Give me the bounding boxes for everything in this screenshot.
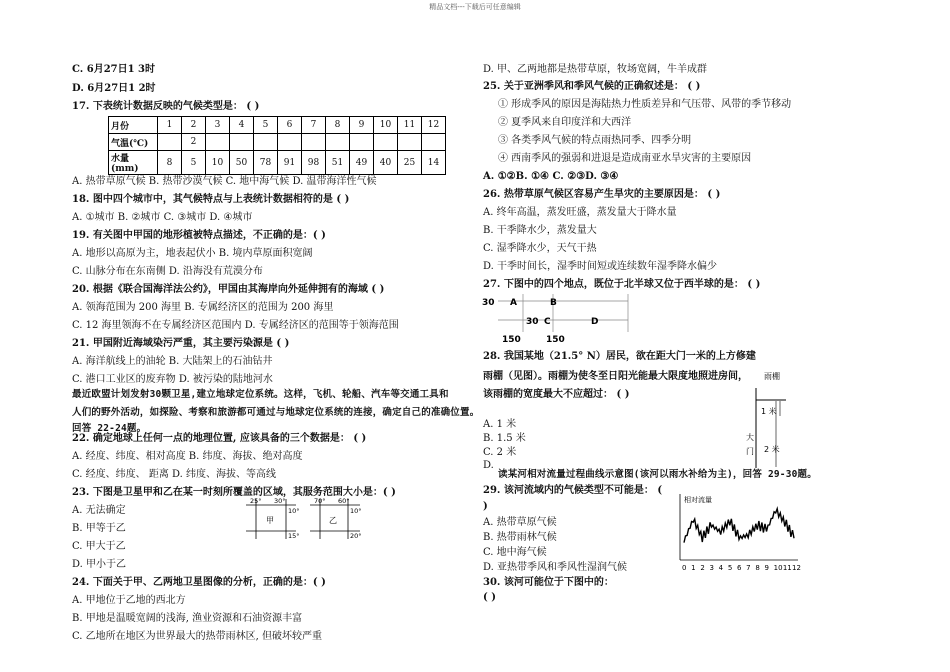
right-col-line: 26. 热带草原气候区容易产生旱灾的主要原因是： ( ) [483,189,721,200]
temp-cell [206,134,230,151]
table-header-cell: 11 [398,117,422,134]
grid-lat-30: 30 [482,298,495,308]
door-label-1: 大 [746,433,754,442]
sat-yi-lon-east: 60° [338,497,350,505]
left-col-line: C. 港口工业区的废弃物 D. 被污染的陆地河水 [72,374,273,385]
chart-x-tick: 8 [755,564,760,572]
right-col-line: A. 1 米 [483,419,517,430]
right-col-line: D. 甲、乙两地都是热带草原，牧场宽阔，牛羊成群 [483,64,708,75]
table-header-cell: 9 [350,117,374,134]
chart-x-tick: 12 [792,564,801,572]
right-col-line: ④ 西南季风的强弱和进退是造成南亚水旱灾害的主要原因 [498,153,752,164]
right-col-line: C. 地中海气候 [483,547,547,558]
right-col-line: C. 2 米 [483,447,517,458]
water-cell: 51 [326,151,350,175]
left-col-line: B. 甲等于乙 [72,523,126,534]
right-col-line: 雨棚（见图）。雨棚为使冬至日阳光能最大限度地照进房间， [483,371,748,382]
sat-yi-label: 乙 [329,516,337,525]
grid-lat-30b: 30 [526,317,539,327]
point-b: B [550,298,557,308]
temperature-label: 气温(℃) [109,134,158,151]
left-col-line: A. ①城市 B. ②城市 C. ③城市 D. ④城市 [72,212,253,223]
chart-x-tick: 6 [737,564,742,572]
sat-jia-lon-west: 25° [250,497,262,505]
temp-cell [350,134,374,151]
chart-ylabel: 相对流量 [684,496,712,504]
right-col-line: B. 干季降水少，蒸发量大 [483,225,597,236]
awning-one-meter: 1 米 [761,407,777,416]
sat-yi-lon-west: 70° [314,497,326,505]
right-col-line: 27. 下图中的四个地点，既位于北半球又位于西半球的是： ( ) [483,279,761,290]
left-col-line: 18. 图中四个城市中，其气候特点与上表统计数据相符的是 ( ) [72,194,350,205]
chart-x-tick: 1 [691,564,696,572]
table-header-cell: 6 [278,117,302,134]
water-cell: 49 [350,151,374,175]
point-c: C [544,317,551,327]
right-col-line: B. 热带雨林气候 [483,532,557,543]
satellite-coverage-figure [242,493,372,547]
point-a: A [510,298,517,308]
left-col-line: A. 海洋航线上的油轮 B. 大陆架上的石油钻井 [72,356,273,367]
right-col-line: A. 终年高温，蒸发旺盛，蒸发量大于降水量 [483,207,677,218]
right-col-line: A. 热带草原气候 [483,517,557,528]
left-col-line: C. 山脉分布在东南侧 D. 沿海没有荒漠分布 [72,266,263,277]
awning-figure [728,370,788,470]
river-flow-chart [668,490,803,574]
grid-lon-150a: 150 [502,335,521,344]
water-cell: 78 [254,151,278,175]
water-label: 水量(mm) [109,151,158,175]
left-col-line: A. 经度、纬度、相对高度 B. 纬度、海拔、绝对高度 [72,451,303,462]
sat-jia-lat-north: 10° [288,507,300,515]
left-col-line: D. 6月27日1 2时 [72,83,156,94]
left-col-line: C. 6月27日1 3时 [72,64,156,75]
left-col-line: 17. 下表统计数据反映的气候类型是： ( ) [72,101,260,112]
left-col-line: C. 经度、纬度、 距离 D. 纬度、海拔、等高线 [72,469,277,480]
water-cell: 98 [302,151,326,175]
left-col-line: A. 地形以高原为主，地表起伏小 B. 境内草原面积宽阔 [72,248,313,259]
door-label-2: 门 [746,447,754,456]
right-col-line: C. 湿季降水少，天气干热 [483,243,597,254]
right-col-line: A. ①②B. ①④ C. ②③D. ③④ [483,171,619,182]
right-col-line: ① 形成季风的原因是海陆热力性质差异和气压带、风带的季节移动 [498,99,792,110]
table-header-cell: 8 [326,117,350,134]
right-col-line: B. 1.5 米 [483,433,526,444]
chart-x-tick: 10 [773,564,783,572]
temp-cell: 2 [182,134,206,151]
temp-cell [398,134,422,151]
table-header-cell: 10 [374,117,398,134]
left-col-line: A. 热带草原气候 B. 热带沙漠气候 C. 地中海气候 D. 温带海洋性气候 [72,176,377,187]
water-cell: 40 [374,151,398,175]
left-col-line: A. 甲地位于乙地的西北方 [72,595,186,606]
temp-cell [230,134,254,151]
table-header-month: 月份 [109,117,158,134]
temp-cell [158,134,182,151]
awning-title: 雨棚 [764,372,780,381]
table-header-cell: 2 [182,117,206,134]
sat-yi-lat-north: 10° [350,507,362,515]
chart-x-tick: 9 [764,564,769,572]
table-row-water [109,151,446,175]
right-col-line: 30. 该河可能位于下图中的： [483,577,614,588]
reading-intro-29-30: 读某河相对流量过程曲线示意图(该河以雨水补给为主)，回答 29-30题。 [498,469,817,480]
left-col-line: 20. 根据《联合国海洋法公约》，甲国由其海岸向外延伸拥有的海域 ( ) [72,284,385,295]
left-col-line: A. 领海范围为 200 海里 B. 专属经济区的范围为 200 海里 [72,302,334,313]
temp-cell [278,134,302,151]
right-col-line: D. 干季时间长，湿季时间短或连续数年湿季降水偏少 [483,261,718,272]
page-header: 精品文档---下载后可任意编辑 [429,3,521,11]
table-header-row [109,117,446,134]
right-col-line: ③ 各类季风气候的特点雨热同季、四季分明 [498,135,692,146]
right-col-line: 28. 我国某地（21.5° N）居民，欲在距大门一米的上方修建 [483,351,756,362]
left-col-line: D. 甲小于乙 [72,559,127,570]
chart-x-tick: 7 [746,564,751,572]
sat-yi-lat-south: 20° [350,532,362,540]
water-cell: 10 [206,151,230,175]
left-col-line: B. 甲地是温暖宽阔的浅海, 渔业资源和石油资源丰富 [72,613,303,624]
climate-table [108,116,446,175]
chart-x-tick: 5 [727,564,733,572]
right-col-line: ( ) [483,592,496,603]
chart-x-tick: 0 [682,564,687,572]
grid-lon-150b: 150 [546,335,565,344]
chart-x-tick: 4 [718,564,724,572]
water-cell: 14 [422,151,446,175]
left-col-line: 19. 有关图中甲国的地形植被特点描述，不正确的是：( ) [72,230,326,241]
point-d: D [591,317,599,327]
chart-series-line [684,509,794,543]
right-col-line: 29. 该河流域内的气候类型不可能是： ( [483,485,663,496]
sat-jia-lon-east: 30° [274,497,286,505]
chart-x-tick: 11 [782,564,792,572]
right-col-line: ② 夏季风来自印度洋和大西洋 [498,117,632,128]
latlon-grid-figure [478,292,638,344]
temp-cell [302,134,326,151]
table-header-cell: 7 [302,117,326,134]
sat-jia-lat-south: 15° [288,532,300,540]
right-col-line: ) [483,501,488,512]
right-col-line: D. [483,460,494,471]
temp-cell [374,134,398,151]
reading-intro-22-24: 回答 22-24题。 [72,423,147,434]
right-col-line: 该雨棚的宽度最大不应超过： ( ) [483,389,630,400]
right-col-line: 25. 关于亚洲季风和季风气候的正确叙述是： ( ) [483,81,701,92]
left-col-line: 24. 下面关于甲、乙两地卫星图像的分析，正确的是：( ) [72,577,326,588]
sat-jia-label: 甲 [266,516,274,525]
left-col-line: C. 甲大于乙 [72,541,126,552]
water-cell: 91 [278,151,302,175]
chart-x-tick: 2 [700,564,705,572]
chart-x-tick: 3 [709,564,714,572]
table-header-cell: 1 [158,117,182,134]
awning-two-meter: 2 米 [764,445,780,454]
water-cell: 25 [398,151,422,175]
left-col-line: C. 12 海里领海不在专属经济区范围内 D. 专属经济区的范围等于领海范围 [72,320,399,331]
water-cell: 8 [158,151,182,175]
table-header-cell: 12 [422,117,446,134]
right-col-line: D. 亚热带季风和季风性湿润气候 [483,562,628,573]
table-header-cell: 5 [254,117,278,134]
left-col-line: 23. 下图是卫星甲和乙在某一时刻所覆盖的区域，其服务范围大小是：( ) [72,487,396,498]
left-col-line: A. 无法确定 [72,505,126,516]
temp-cell [326,134,350,151]
temp-cell [422,134,446,151]
temp-cell [254,134,278,151]
water-cell: 50 [230,151,254,175]
left-col-line: 21. 甲国附近海域染污严重，其主要污染源是 ( ) [72,338,290,349]
table-header-cell: 3 [206,117,230,134]
left-col-line: C. 乙地所在地区为世界最大的热带雨林区, 但破坏较严重 [72,631,323,642]
reading-intro-22-24: 人们的野外活动，如探险、考察和旅游都可通过与地球定位系统的连接，确定自己的准确位置。 [72,407,480,418]
table-header-cell: 4 [230,117,254,134]
water-cell: 5 [182,151,206,175]
left-col-line: 22. 确定地球上任何一点的地理位置, 应该具备的三个数据是： ( ) [72,433,367,444]
table-row-temperature [109,134,446,151]
reading-intro-22-24: 最近欧盟计划发射30颗卫星,建立地球定位系统。这样，飞机、轮船、汽车等交通工具和 [72,389,449,400]
